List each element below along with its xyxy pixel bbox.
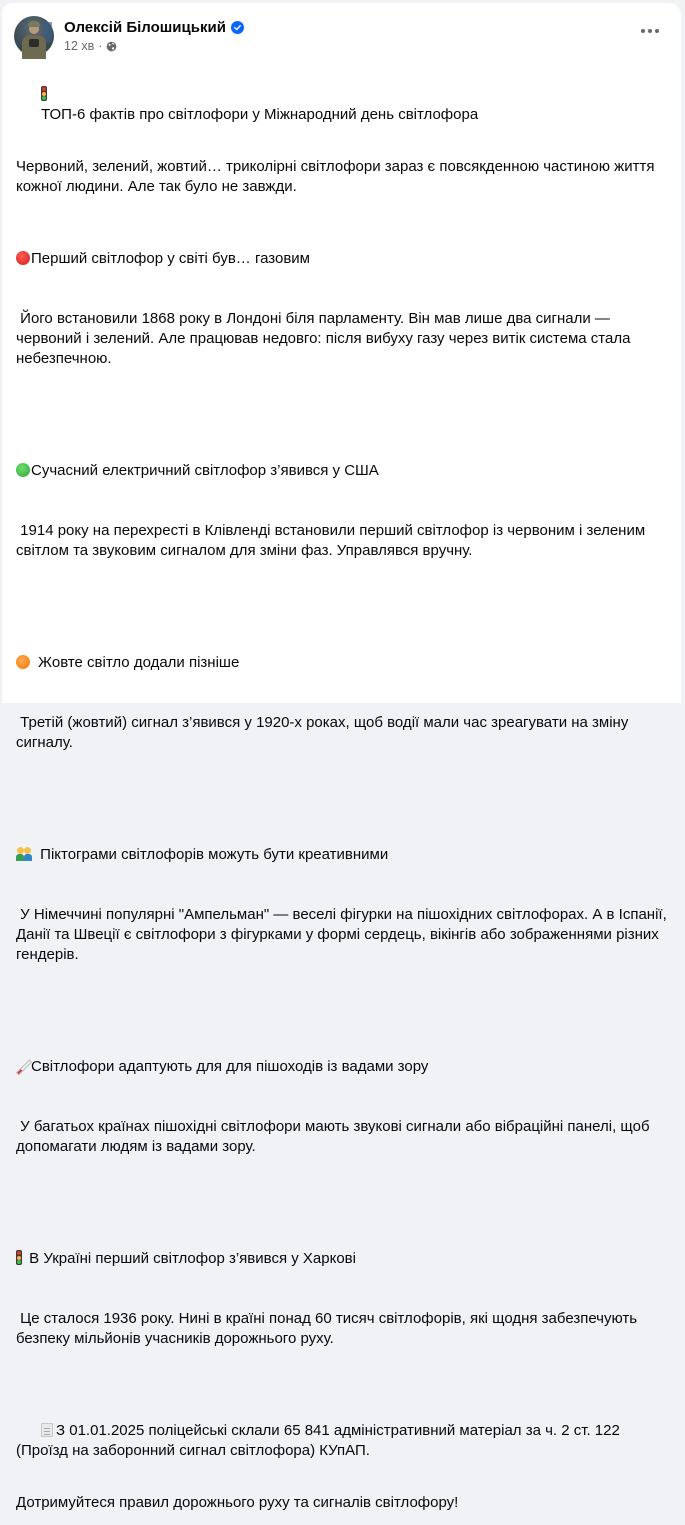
document-icon bbox=[41, 1423, 53, 1437]
fact-5 bbox=[16, 1017, 671, 1197]
closing-paragraph: Дотримуйтеся правил дорожнього руху та сигналів світлофору! bbox=[16, 1494, 459, 1511]
fact-1-body: Його встановили 1868 року в Лондоні біля парламенту. Він мав лише два сигнали — червоний і зелений. Але працював недовго: після вибуху газу через витік система стала небезпечною. bbox=[16, 310, 635, 367]
title-text: ТОП-6 фактів про світлофори у Міжнародний день світлофора bbox=[41, 106, 479, 123]
fact-5-body: У багатьох країнах пішохідні світлофори мають звукові сигнали або вібраційні панелі, щоб допомагати людям із вадами зору. bbox=[16, 1118, 654, 1155]
fact-3-heading bbox=[16, 653, 671, 673]
fact-4-heading bbox=[16, 845, 671, 865]
fact-heading-text: Світлофори адаптують для для пішоходів із вадами зору bbox=[31, 1058, 429, 1075]
verified-badge-icon bbox=[231, 21, 244, 34]
fact-heading-text: Жовте світло додали пізніше bbox=[34, 654, 240, 671]
author-row bbox=[64, 19, 244, 36]
fact-6-body: Це сталося 1936 року. Нині в країні понад 60 тисяч світлофорів, які щодня забезпечують безпеку мільйонів учасників дорожнього руху. bbox=[16, 1310, 642, 1347]
avatar-vest bbox=[29, 39, 39, 47]
fact-2-body: 1914 року на перехресті в Клівленді встановили перший світлофор із червоним і зеленим світлом та звуковим сигналом для зміни фаз. Управлявся вручну. bbox=[16, 522, 650, 559]
post-meta bbox=[64, 19, 244, 53]
fact-2-heading bbox=[16, 461, 671, 481]
fact-4-body: У Німеччині популярні "Ампельман" — веселі фігурки на пішохідних світлофорах. А в Іспанії, Данії та Швеції є світлофори з фігурками у формі сердець, вікінгів або зображеннями різних гендерів. bbox=[16, 906, 671, 963]
more-options-dot bbox=[648, 29, 652, 33]
fact-6-heading bbox=[16, 1249, 671, 1269]
post-text bbox=[16, 65, 671, 1525]
author-avatar[interactable] bbox=[14, 16, 54, 56]
post-timestamp[interactable]: 12 хв bbox=[64, 39, 95, 53]
post-header bbox=[14, 16, 244, 56]
red-circle-icon bbox=[16, 251, 30, 265]
more-options-button[interactable] bbox=[641, 29, 659, 33]
fact-heading-text: Перший світлофор у світі був… газовим bbox=[31, 250, 310, 267]
separator-dot: · bbox=[98, 39, 103, 53]
fact-1 bbox=[16, 209, 671, 409]
fact-3-body: Третій (жовтий) сигнал з’явився у 1920-х роках, щоб водії мали час зреагувати на зміну сигналу. bbox=[16, 714, 633, 751]
traffic-light-icon bbox=[16, 1250, 22, 1265]
white-cane-icon bbox=[16, 1059, 30, 1073]
avatar-cap bbox=[28, 21, 40, 27]
more-options-icon bbox=[641, 29, 645, 33]
fact-heading-text: В Україні перший світлофор з’явився у Харкові bbox=[25, 1250, 356, 1267]
fact-heading-text: Піктограми світлофорів можуть бути креативними bbox=[36, 846, 389, 863]
stat-paragraph bbox=[16, 1401, 671, 1481]
fact-4 bbox=[16, 805, 671, 1005]
fact-3 bbox=[16, 613, 671, 793]
post-title bbox=[16, 65, 671, 145]
orange-circle-icon bbox=[16, 655, 30, 669]
fact-1-heading bbox=[16, 249, 671, 269]
stat-text: З 01.01.2025 поліцейські склали 65 841 адміністративний матеріал за ч. 2 ст. 122 (Проїзд на заборонний сигнал світлофора) КУпАП. bbox=[16, 1422, 624, 1459]
traffic-light-icon bbox=[41, 86, 47, 101]
author-name[interactable]: Олексій Білошицький bbox=[64, 19, 226, 36]
post-subline bbox=[64, 39, 244, 53]
green-circle-icon bbox=[16, 463, 30, 477]
globe-icon[interactable] bbox=[106, 41, 117, 52]
more-options-dot bbox=[655, 29, 659, 33]
fact-2 bbox=[16, 421, 671, 601]
people-icon bbox=[16, 846, 32, 861]
fact-heading-text: Сучасний електричний світлофор з’явився у США bbox=[31, 462, 379, 479]
fact-5-heading bbox=[16, 1057, 671, 1077]
fact-6 bbox=[16, 1209, 671, 1389]
intro-paragraph: Червоний, зелений, жовтий… триколірні світлофори зараз є повсякденною частиною життя кожної людини. Але так було не завжди. bbox=[16, 158, 659, 195]
post-card bbox=[2, 3, 681, 1511]
